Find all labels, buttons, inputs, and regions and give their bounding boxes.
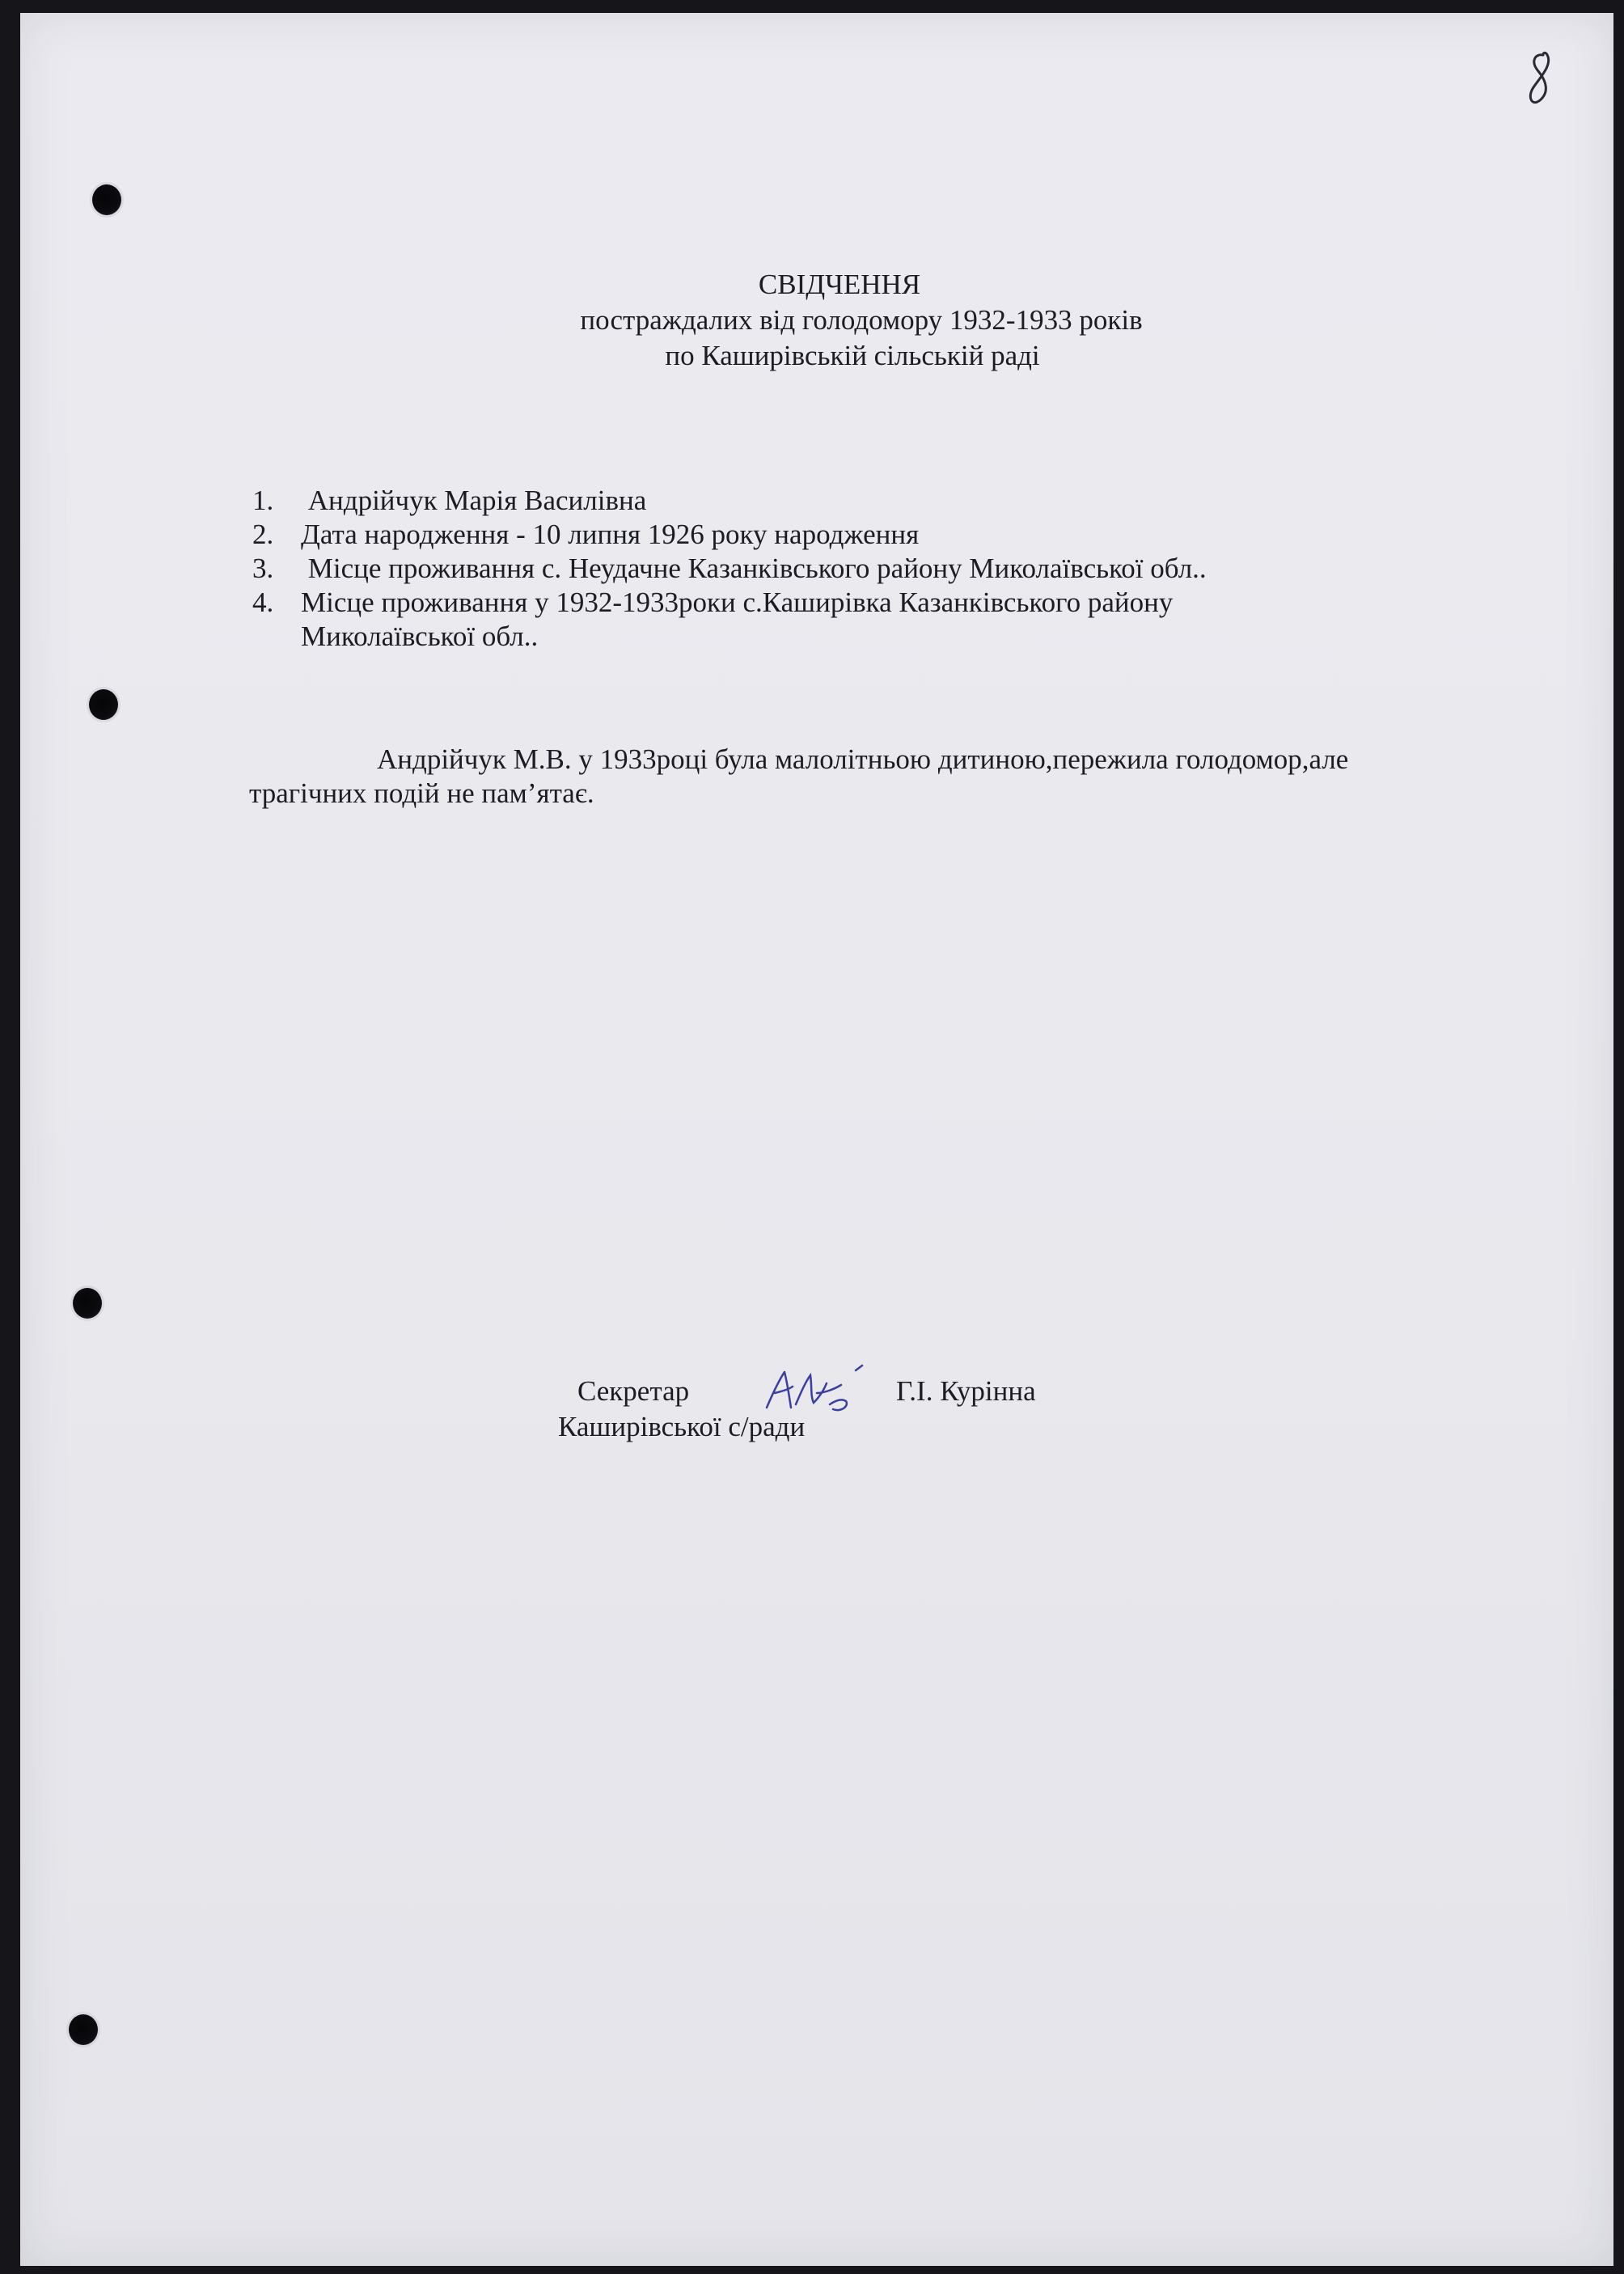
- list-item-continuation: [252, 620, 1207, 654]
- list-item: [252, 586, 1207, 620]
- list-item-number: 3.: [252, 553, 274, 584]
- signatory-organization: Каширівської с/ради: [558, 1411, 806, 1442]
- testimony-line: трагічних подій не пам’ятає.: [249, 777, 594, 809]
- testimony-paragraph: [249, 743, 1511, 811]
- handwritten-signature: [760, 1361, 873, 1417]
- testimony-line: Андрійчук М.В. у 1933році була малолітньою дитиною,пережила голодомор,але: [377, 743, 1349, 775]
- list-item-number: 2.: [252, 519, 274, 550]
- handwritten-page-number: [1519, 47, 1559, 112]
- document-title: СВІДЧЕННЯ: [758, 269, 921, 300]
- punch-hole: [69, 2014, 98, 2045]
- list-item: [252, 518, 1207, 552]
- list-item: [252, 484, 1207, 518]
- list-item-text: Миколаївської обл..: [301, 620, 539, 652]
- person-details-list: [252, 484, 1207, 654]
- punch-hole: [92, 184, 121, 215]
- document-subtitle: постраждалих від голодомору 1932-1933 років: [580, 304, 1143, 336]
- punch-hole: [73, 1288, 102, 1319]
- list-item-number: 4.: [252, 586, 274, 618]
- list-item: [252, 552, 1207, 586]
- list-item-number: 1.: [252, 485, 274, 516]
- signatory-role: Секретар: [577, 1375, 690, 1407]
- title-block: [0, 267, 1624, 374]
- document-subtitle-line-2: по Каширівській сільській раді: [665, 340, 1040, 371]
- list-item-text: Дата народження - 10 липня 1926 року народження: [301, 519, 920, 550]
- signatory-name: Г.І. Курінна: [896, 1375, 1036, 1407]
- punch-hole: [89, 689, 118, 720]
- list-item-text: Місце проживання у 1932-1933роки с.Каширівка Казанківського району: [301, 586, 1174, 618]
- list-item-text: Андрійчук Марія Василівна: [301, 485, 647, 516]
- list-item-text: Місце проживання с. Неудачне Казанківського району Миколаївської обл..: [301, 553, 1207, 584]
